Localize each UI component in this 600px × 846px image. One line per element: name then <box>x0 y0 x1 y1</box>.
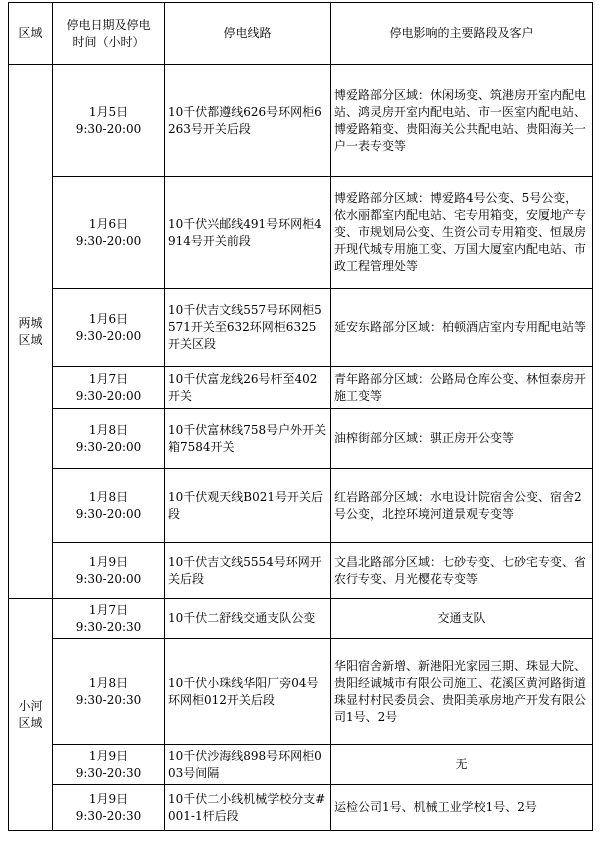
date-cell <box>53 65 165 177</box>
table-row <box>9 469 593 543</box>
line-cell: 10千伏沙海线898号环网柜003号间隔 <box>165 745 331 785</box>
line-cell: 10千伏富龙线26号杆至402开关 <box>165 367 331 409</box>
outage-date: 1月8日 <box>88 422 129 437</box>
line-cell: 10千伏吉文线5554号环网开关后段 <box>165 543 331 599</box>
date-cell <box>53 469 165 543</box>
region-cell: 两城区域 <box>9 65 53 599</box>
date-cell <box>53 177 165 289</box>
outage-date: 1月9日 <box>88 791 129 806</box>
outage-date: 1月9日 <box>88 554 129 569</box>
outage-time: 9:30-20:00 <box>75 506 142 521</box>
affected-cell: 运检公司1号、机械工业学校1号、2号 <box>331 785 593 831</box>
outage-time: 9:30-20:30 <box>75 808 142 823</box>
outage-time: 9:30-20:00 <box>75 328 142 343</box>
line-cell: 10千伏兴邮线491号环网柜4914号开关前段 <box>165 177 331 289</box>
affected-cell: 博爱路部分区域：休闲场变、筑港房开室内配电站、鸿灵房开室内配电站、市一医室内配电站、博爱路箱变、贵阳海关公共配电站、贵阳海关一户一表专变等 <box>331 65 593 177</box>
table-row <box>9 543 593 599</box>
affected-cell: 青年路部分区域：公路局仓库公变、林恒泰房开施工变等 <box>331 367 593 409</box>
date-cell <box>53 745 165 785</box>
outage-date: 1月6日 <box>88 216 129 231</box>
affected-cell: 油榨街部分区域：骐正房开公变等 <box>331 409 593 469</box>
table-row <box>9 367 593 409</box>
line-cell: 10千伏观天线B021号开关后段 <box>165 469 331 543</box>
outage-time: 9:30-20:30 <box>75 765 142 780</box>
header-line: 停电线路 <box>165 3 331 65</box>
region-cell: 小河区域 <box>9 599 53 831</box>
affected-cell: 文昌北路部分区域：七砂专变、七砂宅专变、省农行专变、月光樱花专变等 <box>331 543 593 599</box>
date-cell <box>53 639 165 745</box>
line-cell: 10千伏都遵线626号环网柜6263号开关后段 <box>165 65 331 177</box>
line-cell: 10千伏二舒线交通支队公变 <box>165 599 331 639</box>
header-affected: 停电影响的主要路段及客户 <box>331 3 593 65</box>
affected-cell: 延安东路部分区域：柏顿酒店室内专用配电站等 <box>331 289 593 367</box>
table-row <box>9 177 593 289</box>
header-row <box>9 3 593 65</box>
affected-cell: 交通支队 <box>331 599 593 639</box>
affected-cell: 博爱路部分区域：博爱路4号公变、5号公变，依水丽都室内配电站、宅专用箱变，安厦地产专变、市规划局公变、生资公司专用箱变、恒晟房开现代城专用施工变、万国大厦室内配电站、市政工程管理处等 <box>331 177 593 289</box>
table-row <box>9 639 593 745</box>
outage-time: 9:30-20:30 <box>75 619 142 634</box>
header-region: 区域 <box>9 3 53 65</box>
date-cell <box>53 289 165 367</box>
outage-time: 9:30-20:00 <box>75 388 142 403</box>
outage-time: 9:30-20:00 <box>75 571 142 586</box>
outage-time: 9:30-20:30 <box>75 692 142 707</box>
outage-date: 1月7日 <box>88 602 129 617</box>
table-row <box>9 289 593 367</box>
affected-cell: 无 <box>331 745 593 785</box>
outage-time: 9:30-20:00 <box>75 439 142 454</box>
table-row <box>9 599 593 639</box>
table-row <box>9 65 593 177</box>
line-cell: 10千伏二小线机械学校分支#001-1杆后段 <box>165 785 331 831</box>
outage-date: 1月5日 <box>88 104 129 119</box>
outage-time: 9:30-20:00 <box>75 121 142 136</box>
line-cell: 10千伏富林线758号户外开关箱7584开关 <box>165 409 331 469</box>
outage-date: 1月8日 <box>88 675 129 690</box>
outage-time: 9:30-20:00 <box>75 233 142 248</box>
outage-table <box>8 2 593 831</box>
table-row <box>9 745 593 785</box>
date-cell <box>53 543 165 599</box>
line-cell: 10千伏小珠线华阳厂旁04号环网柜012开关后段 <box>165 639 331 745</box>
outage-date: 1月8日 <box>88 489 129 504</box>
line-cell: 10千伏吉文线557号环网柜5571开关至632环网柜6325开关区段 <box>165 289 331 367</box>
table-row <box>9 409 593 469</box>
date-cell <box>53 599 165 639</box>
outage-date: 1月9日 <box>88 748 129 763</box>
date-cell <box>53 785 165 831</box>
table-row <box>9 785 593 831</box>
date-cell <box>53 367 165 409</box>
affected-cell: 华阳宿舍新增、新港阳光家园三期、珠显大院、贵阳经诚城市有限公司施工、花溪区黄河路街道珠显村村民委员会、贵阳美承房地产开发有限公司1号、2号 <box>331 639 593 745</box>
affected-cell: 红岩路部分区域：水电设计院宿舍公变、宿舍2号公变，北控环境河道景观专变等 <box>331 469 593 543</box>
outage-date: 1月7日 <box>88 371 129 386</box>
date-cell <box>53 409 165 469</box>
header-date-time: 停电日期及停电时间（小时） <box>53 3 165 65</box>
outage-date: 1月6日 <box>88 311 129 326</box>
